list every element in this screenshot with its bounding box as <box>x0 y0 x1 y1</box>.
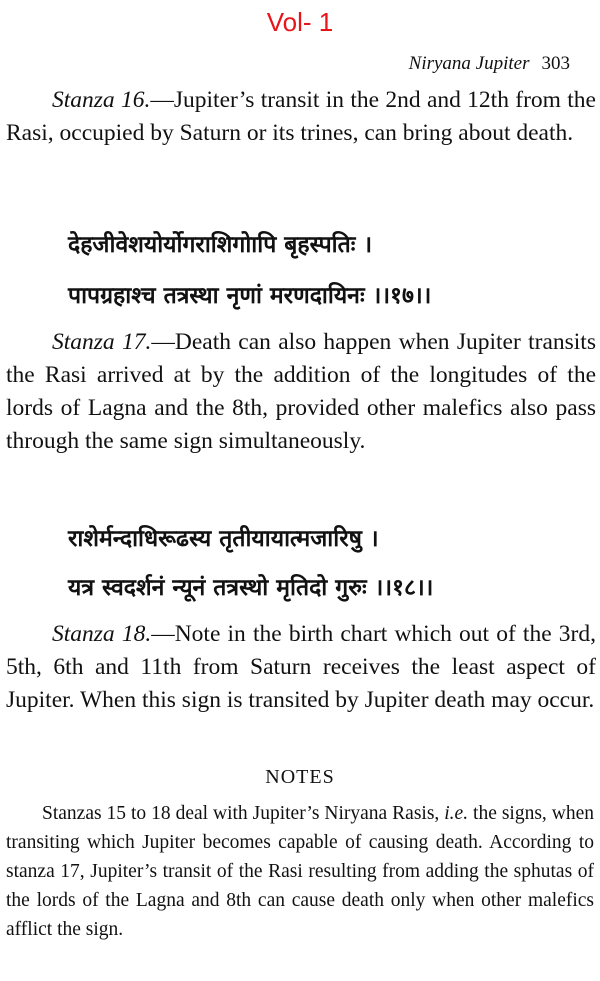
notes-body <box>6 799 594 944</box>
stanza-18-label: Stanza 18. <box>52 621 152 647</box>
stanza-18-text: —Note in the birth chart which out of the 3rd, 5th, 6th and 11th from Saturn receives the least aspect of Jupiter. When this sign is transited by Jupiter death may occur. <box>6 621 596 713</box>
notes-ie: i.e. <box>444 803 469 824</box>
notes-text-before: Stanzas 15 to 18 deal with Jupiter’s Niryana Rasis, <box>42 803 445 824</box>
sanskrit-verse-2-line-1: राशेर्मन्दाधिरूढस्य तृतीयायात्मजारिषु । <box>68 526 379 552</box>
stanza-16-text: —Jupiter’s transit in the 2nd and 12th from the Rasi, occupied by Saturn or its trines, can bring about death. <box>6 87 596 146</box>
volume-label: Vol- 1 <box>266 7 334 37</box>
running-title: Niryana Jupiter <box>408 53 530 74</box>
sanskrit-verse-1-line-2: पापग्रहाश्च तत्रस्था नृणां मरणदायिनः ।।१७।। <box>68 283 432 309</box>
stanza-18 <box>6 618 596 717</box>
sanskrit-verse-1-line-1: देहजीवेशयोर्योगराशिगोापि बृहस्पतिः । <box>68 232 373 258</box>
notes-text-after: the signs, when transiting which Jupiter becomes capable of causing death. According to stanza 17, Jupiter’s transit of the Rasi resulting from adding the sphutas of the lords of the Lagna and 8th can cause death only when other malefics afflict the sign. <box>6 803 595 940</box>
page-number: 303 <box>541 53 570 74</box>
sanskrit-verse-2-line-2: यत्र स्वदर्शनं न्यूनं तत्रस्थो मृतिदो गुरुः ।।१८।। <box>68 575 434 601</box>
stanza-17 <box>6 326 596 458</box>
stanza-16-label: Stanza 16. <box>52 87 151 113</box>
stanza-16 <box>6 84 596 150</box>
running-header <box>409 52 570 76</box>
notes-heading: NOTES <box>265 766 335 788</box>
stanza-17-text: —Death can also happen when Jupiter transits the Rasi arrived at by the addition of the longitudes of the lords of Lagna and the 8th, provided other malefics also pass through the same sign simultaneously. <box>6 329 596 454</box>
stanza-17-label: Stanza 17. <box>52 329 152 355</box>
